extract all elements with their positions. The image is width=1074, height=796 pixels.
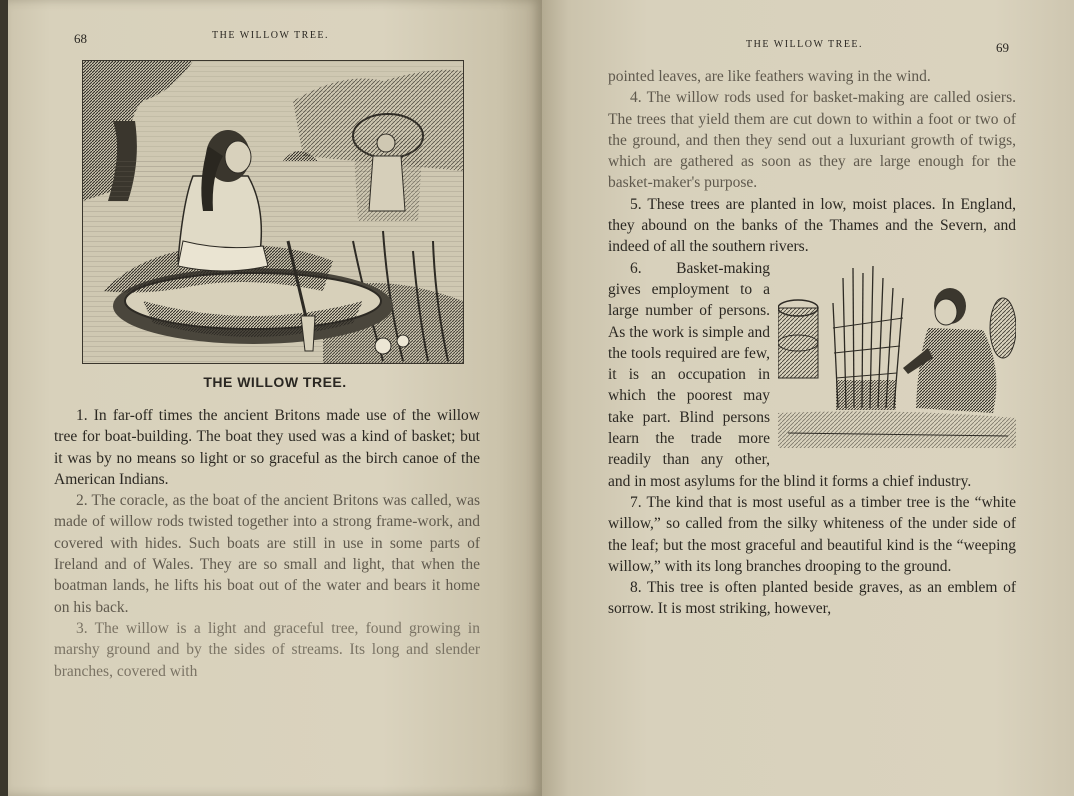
illustration-basket-maker — [778, 258, 1016, 448]
right-running-head: THE WILLOW TREE. — [746, 39, 864, 50]
left-page-number: 68 — [74, 31, 87, 46]
illustration-coracle-boatmen — [82, 60, 464, 364]
coracle-engraving — [83, 61, 463, 363]
right-page — [542, 0, 1074, 796]
paragraph-1: 1. In far-off times the ancient Britons made use of the willow tree for boat-building. The boat they used was a kind of basket; but it was by no means so light or so graceful as the birch canoe of the American Indians. — [54, 407, 480, 488]
paragraph-7: 7. The kind that is most useful as a timber tree is the “white willow,” so called from the silky whiteness of the under side of the leaf; but the most graceful and beautiful kind is the “weeping willow,” with its long branches drooping to the ground. — [608, 493, 1016, 575]
left-page — [8, 0, 542, 796]
paragraph-2: 2. The coracle, as the boat of the ancient Britons was called, was made of willow rods twisted together into a strong frame-work, and covered with hides. Such boats are still in use in some parts of Ireland and of Wales. They are so small and light, that when the boatman lands, he lifts his boat out of the water and bears it home on his back. — [54, 492, 480, 616]
paragraph-5: 5. These trees are planted in low, moist places. In England, they abound on the banks of the Thames and the Severn, and indeed of all the southern rivers. — [608, 195, 1016, 256]
paragraph-3: 3. The willow is a light and graceful tree, found growing in marshy ground and by the sides of streams. Its long and slender branches, covered with — [54, 619, 480, 680]
paragraph-4: 4. The willow rods used for basket-making are called osiers. The trees that yield them are cut down to within a foot or two of the ground, and then they send out a luxuriant growth of twigs, which are gathered as soon as they are large enough for the basket-maker's purpose. — [608, 89, 1016, 192]
basket-maker-engraving — [778, 258, 1016, 448]
left-running-head: THE WILLOW TREE. — [212, 30, 330, 41]
paragraph-3-continued: pointed leaves, are like feathers waving in the wind. — [608, 68, 931, 85]
right-page-number: 69 — [996, 40, 1009, 55]
right-page-text — [608, 66, 1016, 620]
illustration-caption: THE WILLOW TREE. — [203, 374, 347, 390]
left-page-text — [54, 405, 480, 682]
paragraph-8: 8. This tree is often planted beside graves, as an emblem of sorrow. It is most striking, however, — [608, 579, 1016, 618]
paragraph-6: 6. Basket-making gives employment to a large number of persons. As the work is simple and the tools required are few, it is an occupation in which the poorest may take part. Blind persons learn the trade more readily than any other, and in most asylums for the blind it forms a chief industry. — [608, 259, 972, 490]
